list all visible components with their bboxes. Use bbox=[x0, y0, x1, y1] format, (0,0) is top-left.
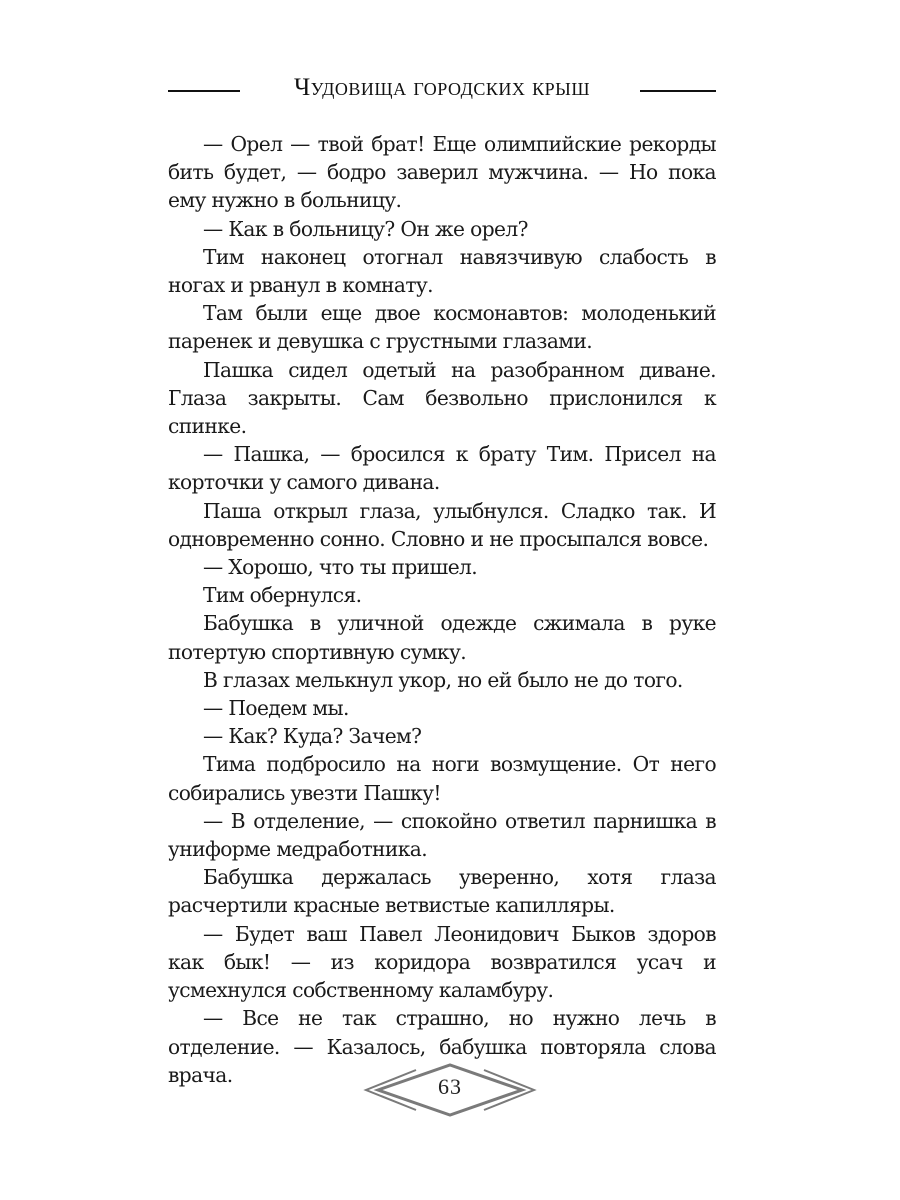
paragraph: — Поедем мы. bbox=[203, 696, 349, 721]
paragraph: Тим наконец отогнал навязчивую слабость в ногах и рванул в комнату. bbox=[168, 244, 716, 298]
paragraph: Бабушка держалась уверенно, хотя глаза расчертили красные ветвистые капилляры. bbox=[168, 865, 716, 918]
paragraph: — Хорошо, что ты пришел. bbox=[203, 555, 478, 580]
paragraph: — В отделение, — спокойно ответил парнишка в униформе медработника. bbox=[168, 808, 716, 862]
running-head-rule-right bbox=[640, 90, 716, 92]
paragraph: — Будет ваш Павел Леонидович Быков здоров как бык! — из коридора возвратился усач и усмехнулся собственному каламбуру. bbox=[168, 921, 716, 1003]
running-head-title: Чудовища городских крыш bbox=[293, 74, 591, 101]
paragraph: Бабушка в уличной одежде сжимала в руке потертую спортивную сумку. bbox=[168, 611, 716, 664]
paragraph: — Пашка, — бросился к брату Тим. Присел на корточки у самого дивана. bbox=[168, 442, 716, 495]
paragraph: Паша открыл глаза, улыбнулся. Сладко так. И одновременно сонно. Словно и не просыпался вовсе. bbox=[168, 498, 716, 551]
body-text bbox=[168, 130, 716, 1089]
paragraph: Тим обернулся. bbox=[203, 583, 362, 608]
paragraph: В глазах мелькнул укор, но ей было не до того. bbox=[203, 667, 683, 692]
paragraph: — Как? Куда? Зачем? bbox=[203, 724, 422, 749]
paragraph: — Все не так страшно, но нужно лечь в отделение. — Казалось, бабушка повторяла слова врача. bbox=[168, 1006, 716, 1087]
paragraph: — Как в больницу? Он же орел? bbox=[203, 216, 528, 241]
paragraph: — Орел — твой брат! Еще олимпийские рекорды бить будет, — бодро заверил мужчина. — Но пока ему нужно в больницу. bbox=[168, 132, 716, 213]
page-number-ornament bbox=[360, 1058, 540, 1122]
page-number: 63 bbox=[438, 1074, 462, 1099]
running-head bbox=[168, 72, 716, 108]
paragraph: Пашка сидел одетый на разобранном диване. Глаза закрыты. Сам безвольно прислонился к спинке. bbox=[168, 357, 716, 439]
paragraph: Там были еще двое космонавтов: молоденький паренек и девушка с грустными глазами. bbox=[168, 301, 716, 354]
paragraph: Тима подбросило на ноги возмущение. От него собирались увезти Пашку! bbox=[168, 752, 716, 805]
